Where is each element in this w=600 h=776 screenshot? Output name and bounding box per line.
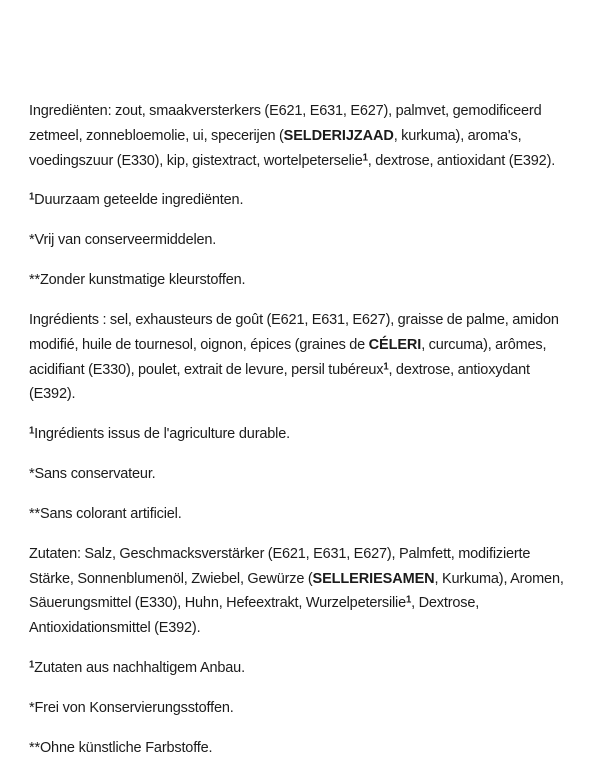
ingredients-suffix-fr: , dextrose, antioxydant (E392).	[29, 360, 530, 403]
note-text-nl-1: Vrij van conserveermiddelen.	[34, 231, 217, 249]
ingredients-paragraph-nl	[29, 99, 575, 173]
note-text-fr-1: Sans conservateur.	[34, 465, 156, 483]
ingredients-prefix-fr: Ingrédients : sel, exhausteurs de goût (E621, E631, E627), graisse de palme, amidon modifié, huile de tournesol, oignon, épices (graines de	[29, 311, 559, 353]
note-marker-de-0: 1	[29, 659, 35, 671]
allergen-nl: SELDERIJZAAD	[283, 126, 394, 144]
note-line-nl-2	[29, 268, 575, 293]
note-marker-fr-1: *	[29, 465, 35, 483]
note-text-de-2: Ohne künstliche Farbstoffe.	[39, 738, 213, 756]
ingredients-middle-nl: , kurkuma), aroma's, voedingszuur (E330), kip, gistextract, wortelpeterselie	[29, 126, 522, 169]
ingredients-section-fr	[29, 308, 575, 526]
note-line-de-1	[29, 696, 575, 721]
note-marker-fr-2: **	[29, 504, 40, 522]
note-line-fr-0	[29, 422, 575, 447]
footnote-marker-de: 1	[406, 594, 412, 606]
note-text-fr-0: Ingrédients issus de l'agriculture durable.	[34, 425, 290, 443]
allergen-fr: CÉLERI	[368, 335, 422, 353]
label-text-body	[29, 84, 575, 776]
allergen-de: SELLERIESAMEN	[312, 569, 435, 587]
ingredients-prefix-de: Zutaten: Salz, Geschmacksverstärker (E621, E631, E627), Palmfett, modifizierte Stärke, Sonnenblumenöl, Zwiebel, Gewürze (	[29, 544, 531, 587]
ingredients-prefix-nl: Ingrediënten: zout, smaakversterkers (E621, E631, E627), palmvet, gemodificeerd zetmeel, zonnebloemolie, ui, specerijen (	[29, 102, 542, 144]
note-line-fr-1	[29, 462, 575, 487]
ingredients-middle-de: , Kurkuma), Aromen, Säuerungsmittel (E330), Huhn, Hefeextrakt, Wurzelpetersilie	[29, 569, 564, 612]
note-text-nl-2: Zonder kunstmatige kleurstoffen.	[39, 271, 246, 289]
note-text-fr-2: Sans colorant artificiel.	[39, 504, 182, 522]
ingredients-suffix-nl: , dextrose, antioxidant (E392).	[367, 151, 556, 169]
note-line-de-0	[29, 656, 575, 681]
ingredients-paragraph-de	[29, 542, 575, 641]
ingredients-section-de	[29, 542, 575, 760]
note-marker-de-1: *	[29, 698, 35, 716]
ingredients-middle-fr: , curcuma), arômes, acidifiant (E330), poulet, extrait de levure, persil tubéreux	[29, 335, 547, 378]
note-text-de-1: Frei von Konservierungsstoffen.	[34, 698, 234, 716]
footnote-marker-nl: 1	[362, 152, 368, 164]
note-line-nl-0	[29, 188, 575, 213]
ingredients-suffix-de: , Dextrose, Antioxidationsmittel (E392).	[29, 594, 480, 636]
note-marker-nl-1: *	[29, 231, 35, 249]
footnote-marker-fr: 1	[383, 361, 389, 373]
note-line-fr-2	[29, 502, 575, 527]
note-line-nl-1	[29, 228, 575, 253]
note-line-de-2	[29, 736, 575, 761]
note-marker-nl-0: 1	[29, 192, 35, 204]
ingredients-section-nl	[29, 99, 575, 293]
note-marker-nl-2: **	[29, 271, 40, 289]
note-text-de-0: Zutaten aus nachhaltigem Anbau.	[34, 658, 245, 676]
note-marker-de-2: **	[29, 738, 40, 756]
ingredients-paragraph-fr	[29, 308, 575, 407]
note-marker-fr-0: 1	[29, 425, 35, 437]
note-text-nl-0: Duurzaam geteelde ingrediënten.	[34, 191, 244, 209]
